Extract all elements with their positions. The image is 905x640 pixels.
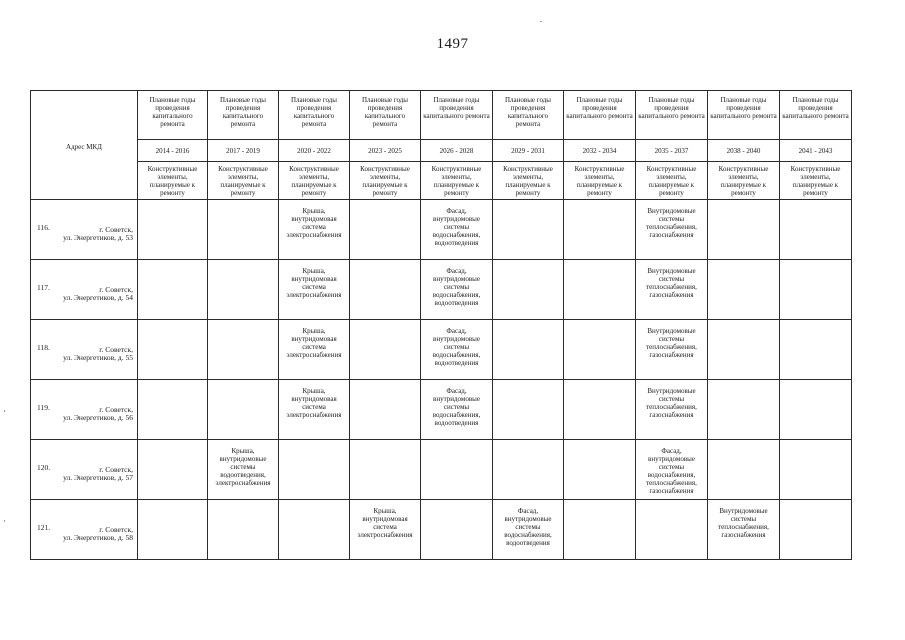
repair-elements-cell: Фасад, внутридомовые системы водоснабжения, водоотведения [421, 200, 493, 260]
repair-elements-cell [208, 500, 279, 560]
plan-years-header: Плановые годы проведения капитального ремонта [708, 91, 780, 140]
repair-elements-cell [279, 440, 350, 500]
repair-elements-cell [493, 200, 564, 260]
elements-header: Конструктивные элементы, планируемые к ремонту [780, 162, 852, 200]
plan-years-header: Плановые годы проведения капитального ремонта [208, 91, 279, 140]
repair-elements-cell [279, 500, 350, 560]
address-city: г. Советск, [99, 524, 133, 534]
repair-elements-cell: Крыша, внутридомовая система электроснабжения [279, 380, 350, 440]
repair-elements-cell [421, 500, 493, 560]
repair-elements-cell [780, 260, 852, 320]
repair-elements-cell [564, 320, 636, 380]
address-city: г. Советск, [99, 344, 133, 354]
repair-elements-cell: Внутридомовые системы теплоснабжения, газоснабжения [636, 260, 708, 320]
address-street: ул. Энергетиков, д. 58 [63, 532, 133, 542]
address-city: г. Советск, [99, 224, 133, 234]
repair-elements-cell [564, 380, 636, 440]
period-header: 2017 - 2019 [208, 140, 279, 162]
period-header: 2023 - 2025 [350, 140, 421, 162]
repair-elements-cell: Крыша, внутридомовая система электроснабжения [279, 320, 350, 380]
address-street: ул. Энергетиков, д. 55 [63, 352, 133, 362]
repair-elements-cell: Внутридомовые системы теплоснабжения, газоснабжения [636, 320, 708, 380]
address [37, 526, 135, 542]
address-city: г. Советск, [99, 464, 133, 474]
repair-elements-cell: Фасад, внутридомовые системы водоснабжения, водоотведения [421, 260, 493, 320]
repair-elements-cell [421, 440, 493, 500]
plan-years-header: Плановые годы проведения капитального ремонта [780, 91, 852, 140]
period-header: 2020 - 2022 [279, 140, 350, 162]
repair-elements-cell [493, 260, 564, 320]
repair-elements-cell [564, 260, 636, 320]
repair-elements-cell [636, 500, 708, 560]
repair-elements-cell: Внутридомовые системы теплоснабжения, газоснабжения [636, 200, 708, 260]
repair-elements-cell [708, 260, 780, 320]
elements-header: Конструктивные элементы, планируемые к ремонту [708, 162, 780, 200]
repair-elements-cell: Крыша, внутридомовая система электроснабжения [279, 260, 350, 320]
plan-years-header: Плановые годы проведения капитального ремонта [493, 91, 564, 140]
repair-elements-cell [780, 440, 852, 500]
elements-header: Конструктивные элементы, планируемые к ремонту [421, 162, 493, 200]
period-header: 2026 - 2028 [421, 140, 493, 162]
address-cell [31, 380, 138, 440]
plan-years-header: Плановые годы проведения капитального ремонта [636, 91, 708, 140]
row-number: 116. [37, 222, 50, 232]
row-number: 120. [37, 462, 51, 472]
address-street: ул. Энергетиков, д. 56 [63, 412, 133, 422]
repair-elements-cell: Фасад, внутридомовые системы водоснабжения, водоотведения [493, 500, 564, 560]
repair-elements-cell [780, 380, 852, 440]
row-number: 121. [37, 522, 51, 532]
row-number: 119. [37, 402, 50, 412]
elements-header: Конструктивные элементы, планируемые к ремонту [138, 162, 208, 200]
elements-header: Конструктивные элементы, планируемые к ремонту [636, 162, 708, 200]
address-cell [31, 260, 138, 320]
repair-elements-cell [138, 260, 208, 320]
page-number: 1497 [436, 36, 469, 52]
repair-elements-cell: Внутридомовые системы теплоснабжения, газоснабжения [708, 500, 780, 560]
repair-elements-cell [138, 320, 208, 380]
row-number: 118. [37, 342, 50, 352]
repair-elements-cell: Фасад, внутридомовые системы водоснабжения, теплоснабжения, газоснабжения [636, 440, 708, 500]
elements-header: Конструктивные элементы, планируемые к ремонту [564, 162, 636, 200]
header-row-periods [31, 140, 852, 162]
table-row [31, 320, 852, 380]
address-city: г. Советск, [99, 284, 133, 294]
repair-elements-cell [138, 200, 208, 260]
repair-elements-cell: Крыша, внутридомовая система электроснабжения [279, 200, 350, 260]
plan-years-header: Плановые годы проведения капитального ремонта [564, 91, 636, 140]
plan-years-header: Плановые годы проведения капитального ремонта [421, 91, 493, 140]
address [37, 226, 135, 242]
repair-elements-cell [708, 320, 780, 380]
repair-elements-cell [493, 380, 564, 440]
period-header: 2035 - 2037 [636, 140, 708, 162]
repair-elements-cell [780, 320, 852, 380]
table-row [31, 200, 852, 260]
plan-years-header: Плановые годы проведения капитального ремонта [279, 91, 350, 140]
repair-elements-cell [208, 380, 279, 440]
elements-header: Конструктивные элементы, планируемые к ремонту [350, 162, 421, 200]
address-city: г. Советск, [99, 404, 133, 414]
period-header: 2038 - 2040 [708, 140, 780, 162]
repair-schedule-table [30, 90, 852, 560]
address-street: ул. Энергетиков, д. 54 [63, 292, 133, 302]
address [37, 346, 135, 362]
address-cell [31, 440, 138, 500]
table-row [31, 380, 852, 440]
repair-elements-cell [564, 200, 636, 260]
address [37, 466, 135, 482]
repair-elements-cell [493, 440, 564, 500]
address-cell [31, 320, 138, 380]
repair-elements-cell [493, 320, 564, 380]
repair-elements-cell [138, 500, 208, 560]
address-street: ул. Энергетиков, д. 53 [63, 232, 133, 242]
repair-elements-cell [350, 260, 421, 320]
address-cell [31, 500, 138, 560]
repair-elements-cell: Крыша, внутридомовые системы водоотведения, электроснабжения [208, 440, 279, 500]
repair-elements-cell [208, 260, 279, 320]
table-row [31, 500, 852, 560]
address-cell [31, 200, 138, 260]
elements-header: Конструктивные элементы, планируемые к ремонту [208, 162, 279, 200]
header-row-elements [31, 162, 852, 200]
scan-speck [4, 410, 5, 412]
table-row [31, 260, 852, 320]
repair-elements-cell [708, 440, 780, 500]
header-row-plan [31, 91, 852, 140]
repair-elements-cell [350, 440, 421, 500]
plan-years-header: Плановые годы проведения капитального ремонта [350, 91, 421, 140]
repair-elements-cell [350, 320, 421, 380]
repair-elements-cell [138, 380, 208, 440]
plan-years-header: Плановые годы проведения капитального ремонта [138, 91, 208, 140]
repair-elements-cell: Крыша, внутридомовая система электроснабжения [350, 500, 421, 560]
repair-elements-cell [138, 440, 208, 500]
row-number: 117. [37, 282, 50, 292]
period-header: 2014 - 2016 [138, 140, 208, 162]
repair-elements-cell [208, 320, 279, 380]
repair-elements-cell [708, 200, 780, 260]
address-column-header: Адрес МКД [31, 91, 138, 200]
repair-elements-cell [780, 500, 852, 560]
repair-elements-cell: Внутридомовые системы теплоснабжения, газоснабжения [636, 380, 708, 440]
period-header: 2041 - 2043 [780, 140, 852, 162]
scan-speck [540, 21, 542, 22]
scan-speck [4, 520, 5, 522]
repair-elements-cell [564, 440, 636, 500]
address-street: ул. Энергетиков, д. 57 [63, 472, 133, 482]
repair-elements-cell [708, 380, 780, 440]
period-header: 2032 - 2034 [564, 140, 636, 162]
repair-elements-cell [350, 200, 421, 260]
repair-elements-cell [780, 200, 852, 260]
address [37, 286, 135, 302]
repair-elements-cell [564, 500, 636, 560]
table-row [31, 440, 852, 500]
repair-elements-cell [350, 380, 421, 440]
address [37, 406, 135, 422]
elements-header: Конструктивные элементы, планируемые к ремонту [493, 162, 564, 200]
elements-header: Конструктивные элементы, планируемые к ремонту [279, 162, 350, 200]
repair-elements-cell [208, 200, 279, 260]
period-header: 2029 - 2031 [493, 140, 564, 162]
repair-elements-cell: Фасад, внутридомовые системы водоснабжения, водоотведения [421, 380, 493, 440]
repair-elements-cell: Фасад, внутридомовые системы водоснабжения, водоотведения [421, 320, 493, 380]
